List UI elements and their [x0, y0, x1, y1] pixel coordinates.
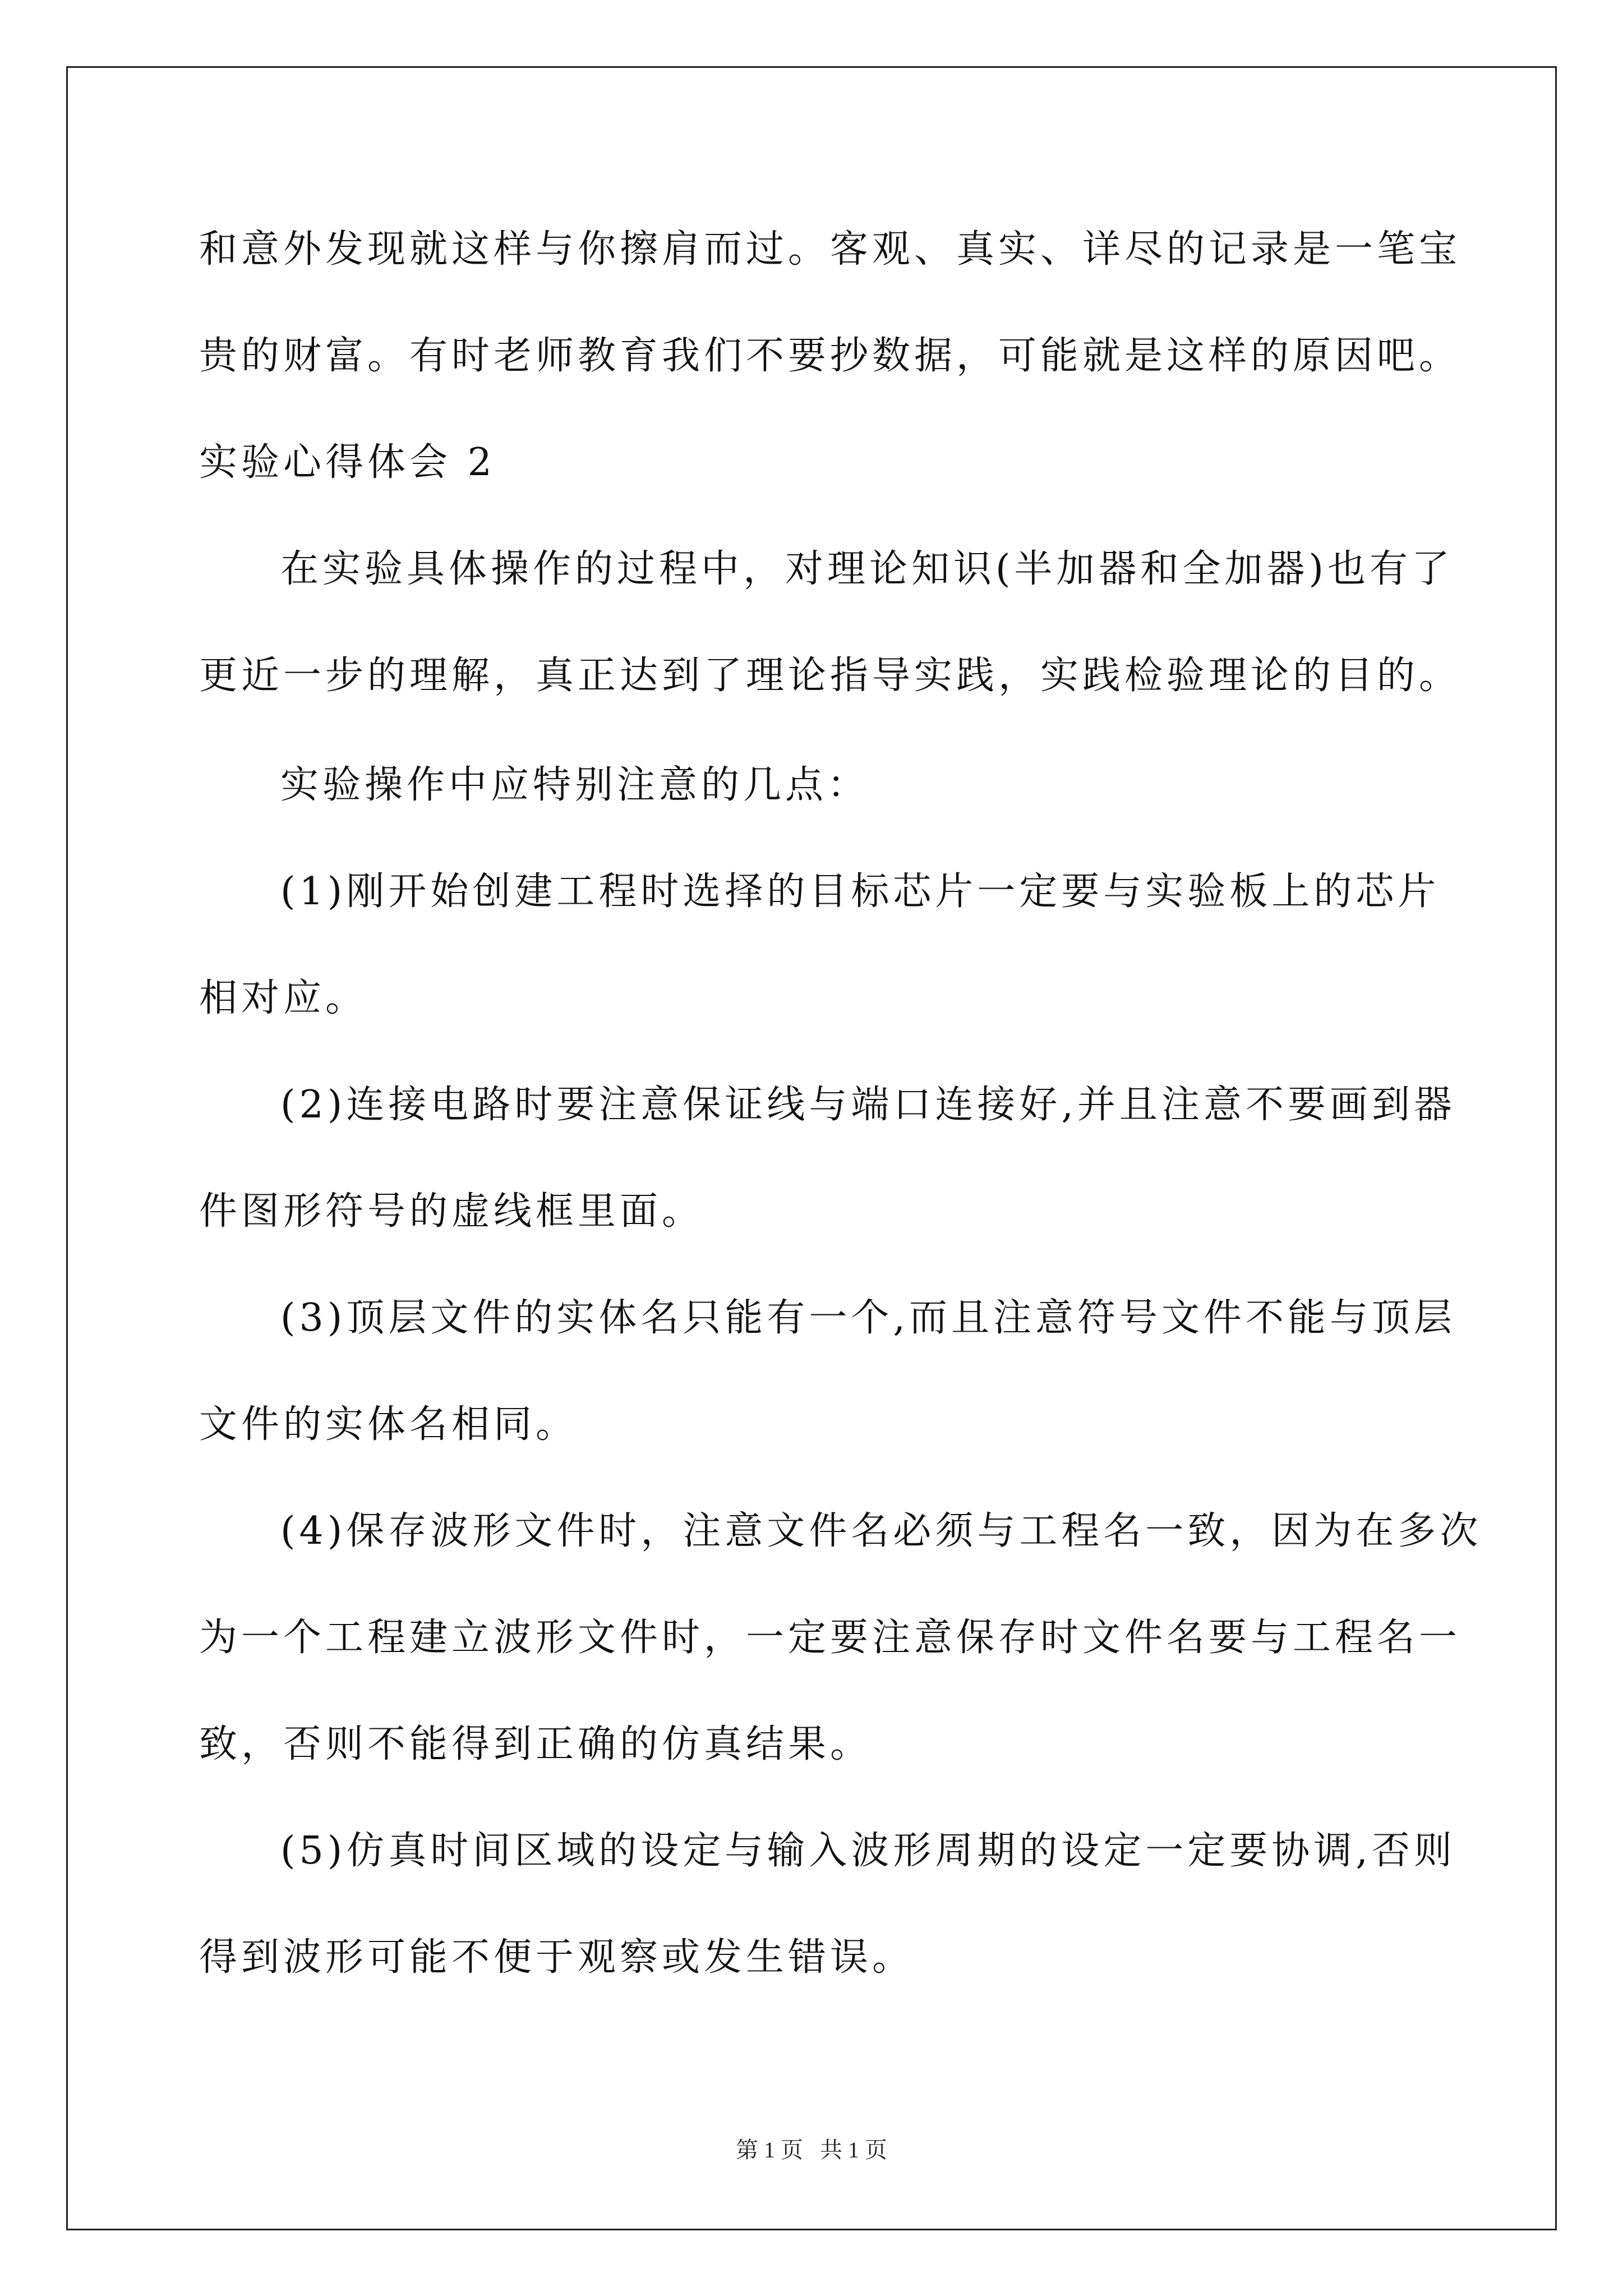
text-line: 文件的实体名相同。 — [199, 1402, 578, 1447]
text-line: 相对应。 — [199, 976, 368, 1020]
text-line: 为一个工程建立波形文件时，一定要注意保存时文件名要与工程名一 — [199, 1616, 1461, 1660]
text-line: 贵的财富。有时老师教育我们不要抄数据，可能就是这样的原因吧。 — [199, 334, 1461, 378]
paragraph-first-line: 在实验具体操作的过程中，对理论知识(半加器和全加器)也有了 — [280, 547, 1454, 591]
text-line: 得到波形可能不便于观察或发生错误。 — [199, 1935, 915, 1980]
paragraph-first-line: 实验操作中应特别注意的几点： — [280, 763, 870, 807]
text-line: 和意外发现就这样与你擦肩而过。客观、真实、详尽的记录是一笔宝 — [199, 227, 1461, 272]
list-item-3: (3)顶层文件的实体名只能有一个,而且注意符号文件不能与顶层 — [280, 1296, 1456, 1340]
list-item-1: (1)刚开始创建工程时选择的目标芯片一定要与实验板上的芯片 — [280, 869, 1440, 914]
list-item-4: (4)保存波形文件时，注意文件名必须与工程名一致，因为在多次 — [280, 1509, 1482, 1553]
text-line: 更近一步的理解，真正达到了理论指导实践，实践检验理论的目的。 — [199, 654, 1461, 698]
list-item-2: (2)连接电路时要注意保证线与端口连接好,并且注意不要画到器 — [280, 1083, 1456, 1127]
page-number-footer: 第 1 页 共 1 页 — [736, 2137, 887, 2162]
text-line: 件图形符号的虚线框里面。 — [199, 1189, 704, 1234]
list-item-5: (5)仿真时间区域的设定与输入波形周期的设定一定要协调,否则 — [280, 1829, 1456, 1873]
section-heading: 实验心得体会 2 — [199, 440, 496, 485]
text-line: 致，否则不能得到正确的仿真结果。 — [199, 1722, 873, 1766]
page-border — [66, 66, 1557, 2230]
